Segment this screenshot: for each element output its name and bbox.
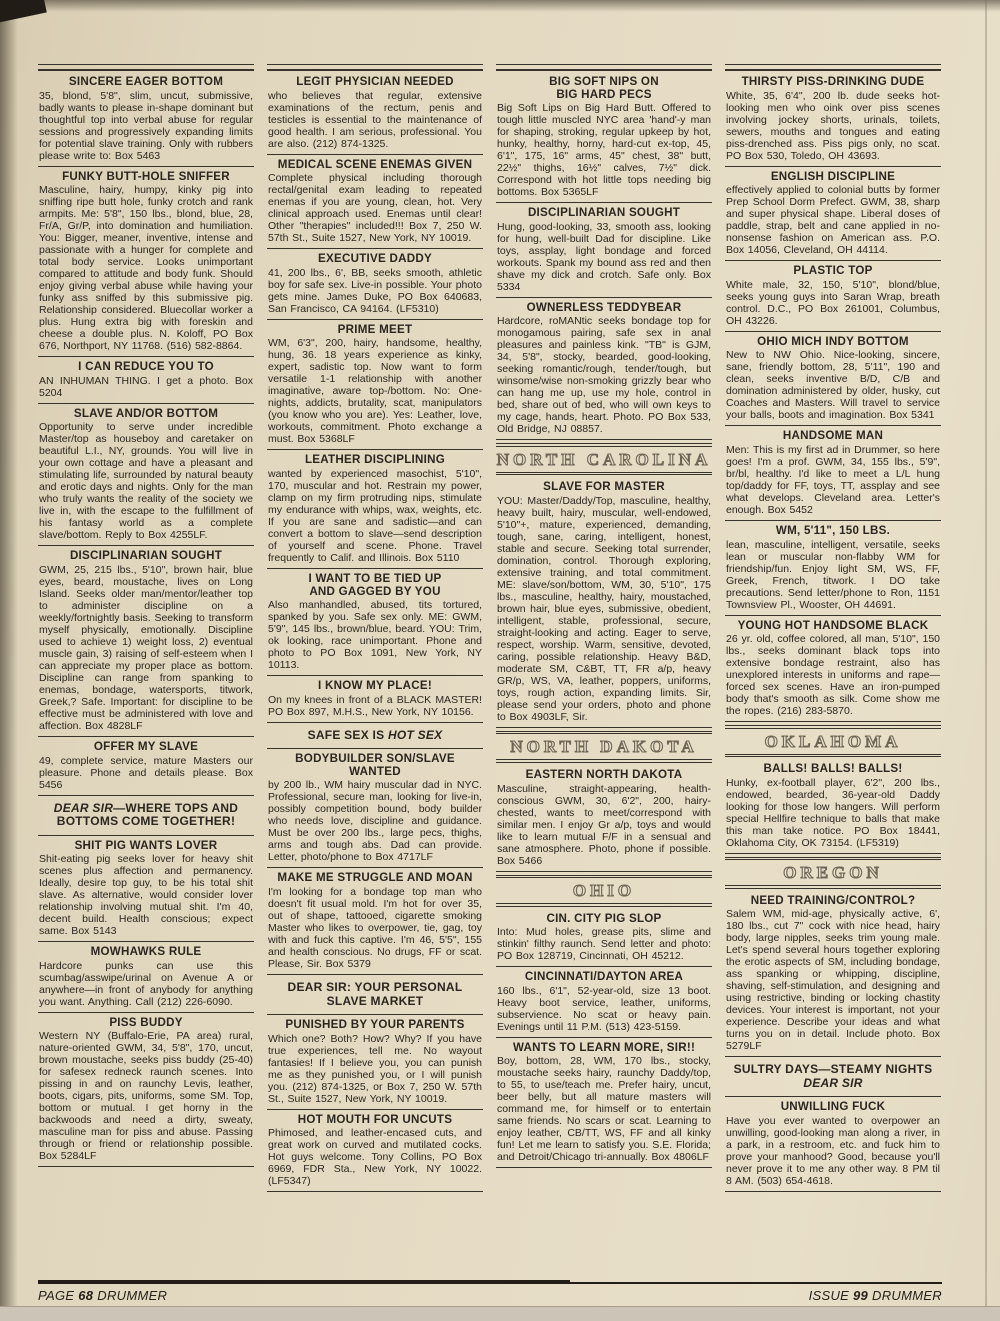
headline-segment: OFFER MY SLAVE (93, 739, 199, 753)
headline-line (726, 763, 940, 776)
headline-line (268, 729, 482, 743)
ad-headline (726, 76, 940, 89)
ad-body: Hardcore punks can use this scumbag/asswipe/urinal on Avenue A or anywhere—in front of anybody for anything you want. Anything. Call (212) 226-6090. (39, 959, 253, 1008)
ad-headline (726, 1063, 940, 1090)
headline-segment: WANTS TO LEARN MORE, SIR!! (512, 1040, 696, 1054)
ad-headline (268, 454, 482, 467)
classified-ad (725, 521, 941, 616)
classified-ad (267, 1015, 483, 1110)
headline-segment: WM, 5'11", 150 LBS. (775, 523, 891, 537)
headline-segment: I WANT TO BE TIED UP (308, 571, 442, 585)
section-banner (267, 975, 483, 1015)
headline-segment: EXECUTIVE DADDY (318, 252, 432, 266)
headline-segment: DEAR SIR: YOUR PERSONAL (287, 980, 463, 995)
headline-segment: LEGIT PHYSICIAN NEEDED (296, 75, 454, 88)
headline-segment: PRIME MEET (337, 322, 413, 336)
ad-body: Have you ever wanted to overpower an unwilling, good-looking man along a river, in a park, in a restroom, etc. and fuck him to prove your manhood? Good, because you'll never prove it to me any other way. 8 PM til 8 AM. (503) 654-4618. (726, 1114, 940, 1187)
headline-segment: WANTED (349, 764, 401, 778)
ad-body: I'm looking for a bondage top man who doesn't fit usual mold. I'm hot for over 35, out of shape, tattooed, cigarette smoking Master who likes to overpower, tie, gag, toy with and fuck this captive. I'm 46, 5'5", 155 and health conscious. No drugs, FF or scat. Please, Sir. Box 5379 (268, 886, 482, 971)
headline-line (268, 981, 482, 995)
state-header-inner (725, 728, 941, 755)
ad-body: wanted by experienced masochist, 5'10", 170, muscular and hot. Restrain my power, clamp on my firm protruding nips, stimulate my endurance with whips, wax, weights, etc. If you are sane and sadistic—and can convert a bottom to slave—send description of yourself and scene. Phone. Travel frequently to Calif. and Illinois. Box 5110 (268, 467, 482, 564)
headline-line (39, 946, 253, 959)
ad-headline (39, 76, 253, 89)
ad-body: Also manhandled, abused, tits tortured, spanked by you. Safe sex only. ME: GWM, 5'9", 145 lbs., brown/blue, beard. YOU: Trim, ok looking, race unimportant. Phone and photo to PO Box 1091, New York, NY 10113. (268, 599, 482, 672)
headline-line (268, 1019, 482, 1032)
ad-headline (39, 802, 253, 829)
headline-line (268, 253, 482, 266)
classified-ad (496, 477, 712, 728)
headline-segment: HANDSOME MAN (782, 429, 884, 443)
state-header-inner (496, 877, 712, 904)
ad-headline (268, 729, 482, 743)
classified-ad (267, 320, 483, 451)
headline-segment: SHIT PIG WANTS LOVER (74, 838, 218, 852)
headline-segment: PLASTIC TOP (793, 264, 873, 278)
headline-segment: OWNERLESS TEDDYBEAR (526, 300, 682, 314)
headline-segment: DISCIPLINARIAN SOUGHT (527, 206, 681, 220)
headline-line (726, 336, 940, 349)
ad-headline (39, 408, 253, 421)
headline-line (726, 1077, 940, 1091)
ad-headline (268, 324, 482, 337)
classified-ad (38, 546, 254, 737)
state-header (725, 725, 941, 757)
column-top-rule (725, 64, 941, 71)
ad-headline (497, 769, 711, 782)
classified-ad (267, 450, 483, 569)
headline-line (497, 89, 711, 102)
ad-headline (39, 946, 253, 959)
headline-segment: SLAVE AND/OR BOTTOM (73, 406, 219, 420)
classified-ad (496, 765, 712, 872)
classified-ad (267, 569, 483, 676)
headline-segment: CIN. CITY PIG SLOP (546, 911, 662, 925)
section-banner (38, 796, 254, 836)
headline-segment: THIRSTY PISS-DRINKING DUDE (741, 75, 925, 88)
ad-headline (497, 913, 711, 926)
headline-line (497, 913, 711, 926)
headline-segment: CINCINNATI/DAYTON AREA (524, 970, 684, 984)
ad-body: 41, 200 lbs., 6', BB, seeks smooth, athletic boy for safe sex. Live-in possible. Your photo gets mine. James Duke, PO Box 640683, San Francisco, CA 94164. (LF5310) (268, 266, 482, 315)
ad-column (267, 64, 483, 1278)
ad-body: AN INHUMAN THING. I get a photo. Box 5204 (39, 374, 253, 399)
ad-headline (39, 840, 253, 853)
ad-body: lean, masculine, intelligent, versatile, seeks lean or muscular non-flabby WM for friendship/fun. Enjoy light SM, WS, FF, Greek, French, titwork. I DO take precautions. Send letter/phone to Ron, 1151 Townsview Pl., Wooster, OH 44691. (726, 538, 940, 611)
footer-rule-right (570, 1282, 942, 1284)
ad-body: On my knees in front of a BLACK MASTER! PO Box 897, M.H.S., New York, NY 10156. (268, 693, 482, 718)
footer-segment: ISSUE (808, 1288, 854, 1303)
headline-segment: MEDICAL SCENE ENEMAS GIVEN (277, 157, 473, 171)
classified-ad (267, 676, 483, 723)
ad-body: Complete physical including thorough rectal/genital exam leading to repeated enemas if you are young, clean, hot. Very clinical approach used. Enemas until clear! Other "therapies" included!!! Box 7, 250 W. 57th St., Suite 1527, New York, NY 10019. (268, 172, 482, 245)
headline-line (39, 76, 253, 89)
ad-headline (268, 76, 482, 89)
headline-line (497, 481, 711, 494)
classified-ad (267, 72, 483, 155)
state-header-label: OKLAHOMA (764, 731, 902, 751)
headline-segment: ENGLISH DISCIPLINE (770, 169, 896, 183)
ad-headline (268, 253, 482, 266)
headline-line (39, 741, 253, 754)
ad-headline (497, 76, 711, 101)
state-header-inner (496, 733, 712, 760)
ad-body: 160 lbs., 6'1", 52-year-old, size 13 boot. Heavy boot service, leather, uniforms, subservience. No scat or heavy pain. Evenings until 11 P.M. (513) 423-5159. (497, 984, 711, 1033)
headline-line (726, 171, 940, 184)
scan-corner-mark (0, 0, 47, 27)
classified-ad (496, 72, 712, 203)
column-top-rule (496, 64, 712, 71)
headline-line (268, 995, 482, 1009)
classified-ad (725, 891, 941, 1058)
ad-column (725, 64, 941, 1278)
column-top-rule (38, 64, 254, 71)
ad-headline (268, 159, 482, 172)
headline-line (268, 680, 482, 693)
ad-headline (39, 361, 253, 374)
headline-segment: PUNISHED BY YOUR PARENTS (285, 1018, 465, 1032)
headline-line (726, 1101, 940, 1114)
headline-segment: YOUNG HOT HANDSOME BLACK (737, 618, 929, 632)
headline-segment: OHIO MICH INDY BOTTOM (757, 334, 909, 348)
headline-line (726, 1063, 940, 1077)
ad-headline (497, 1042, 711, 1055)
state-header-inner (725, 859, 941, 886)
page-footer (38, 1288, 942, 1303)
headline-segment: NEED TRAINING/CONTROL? (750, 893, 916, 907)
classified-ad (496, 203, 712, 298)
headline-line (39, 361, 253, 374)
headline-segment: EASTERN NORTH DAKOTA (525, 767, 683, 781)
headline-segment: BIG HARD PECS (556, 87, 652, 101)
ad-body: New to NW Ohio. Nice-looking, sincere, sane, friendly bottom, 28, 5'11", 190 and clean, seeks inventive B/D, C/B and domination administered by older, husky, cut Coaches and Masters. Will travel to service your balls, boots and imagination. Box 5341 (726, 349, 940, 422)
ad-headline (268, 1114, 482, 1127)
classified-ad (725, 1097, 941, 1192)
ad-headline (268, 1019, 482, 1032)
ad-body: Hunky, ex-football player, 6'2", 200 lbs., endowed, bearded, 36-year-old Daddy looking for those low hangers. Will perform special Hellfire technique to balls that make this man take notice. PO Box 18441, Oklahoma City, OK 73154. (LF5319) (726, 776, 940, 849)
ad-body: 26 yr. old, coffee colored, all man, 5'10", 150 lbs., seeks dominant black tops into extensive bondage restraint, also has unexplored interests in uniforms and rape—forced sex scenes. Have an iron-pumped body that's smooth as silk. Come show me the ropes. (216) 283-5870. (726, 633, 940, 718)
headline-segment: BODYBUILDER SON/SLAVE (295, 752, 455, 766)
classified-ad (725, 261, 941, 332)
ad-headline (39, 550, 253, 563)
ad-body: who believes that regular, extensive examinations of the rectum, penis and testicles is essential to the maintenance of good health. I am serious, professional. You are also. (212) 874-1325. (268, 89, 482, 150)
classified-ad (496, 967, 712, 1038)
classified-ad (725, 426, 941, 521)
headline-segment: DISCIPLINARIAN SOUGHT (69, 549, 223, 563)
headline-segment: I KNOW MY PLACE! (318, 679, 432, 693)
headline-segment: SLAVE FOR MASTER (543, 480, 665, 494)
column-top-rule (267, 64, 483, 71)
headline-segment: SAFE SEX IS (307, 727, 388, 742)
headline-segment: BIG SOFT NIPS ON (549, 75, 659, 88)
ad-body: Hung, good-looking, 33, smooth ass, looking for hung, well-built Dad for discipline. Like toys, assplay, light bondage and forced workouts. Spank my bound ass red and then shave my dick and crotch. Safe only. Box 5334 (497, 220, 711, 293)
footer-segment: DRUMMER (868, 1288, 942, 1303)
headline-line (268, 454, 482, 467)
ad-body: Which one? Both? How? Why? If you have true experiences, tell me. No wayout fantasies! If I believe you, you can punish me as they punished you, or I will punish you. (212) 874-1325, or Box 7, 250 W. 57th St., Suite 1527, New York, NY 10019. (268, 1032, 482, 1105)
headline-line (39, 802, 253, 829)
ad-body: Shit-eating pig seeks lover for heavy shit scenes plus affection and permanency. Ideally, desire top guy, to be his total shit slave. As alternative, would consider lover relationship involving mutual shit. I'm 40, decent build. Health conscious; expect same. Box 5143 (39, 853, 253, 938)
classified-ad (725, 72, 941, 167)
classified-ad (38, 167, 254, 358)
state-header-label: OREGON (783, 863, 883, 883)
ad-body: Boy, bottom, 28, WM, 170 lbs., stocky, moustache seeks hairy, raunchy Daddy/top, to 55, to use/teach me. Prefer hairy, uncut, beer belly, but all mature masters will command me, for himself or to entertain same friends. No scars or scat. Learning to enjoy leather, CB/TT, WS, FF and all kinky fun! Let me learn to satisfy you. S.E. Florida; and Detroit/Chicago tri-annually. Box 4806LF (497, 1055, 711, 1164)
ad-headline (39, 171, 253, 184)
headline-segment: AND GAGGED BY YOU (309, 584, 441, 598)
headline-segment: UNWILLING FUCK (780, 1100, 886, 1114)
footer-issue-label (809, 1288, 942, 1303)
ad-column (496, 64, 712, 1278)
page-edge-crease (985, 0, 987, 1307)
headline-segment: SLAVE MARKET (326, 993, 424, 1008)
classified-ad (38, 404, 254, 547)
headline-segment: LEATHER DISCIPLINING (304, 453, 446, 467)
headline-line (497, 769, 711, 782)
ad-body: 49, complete service, mature Masters our pleasure. Phone and details please. Box 5456 (39, 754, 253, 791)
headline-segment: SINCERE EAGER BOTTOM (68, 75, 224, 88)
headline-line (726, 76, 940, 89)
footer-rule-left (38, 1280, 570, 1284)
ad-headline (268, 872, 482, 885)
ad-body: GWM, 25, 215 lbs., 5'10", brown hair, blue eyes, beard, moustache, lives on Long Island. Seeks older man/mentor/leather top to administer discipline on a weekly/fortnightly basis. Seeking to transform myself physically, emotionally. Discipline used to achieve 1) weight loss, 2) eventual muscle gain, 3) raising of self-esteem when I can appreciate my proper place as bottom. Discipline can range from spanking to enemas, bondage, watersports, titwork, Greek,? Safe. Important: for discipline to be effective must be administered with love and affection. Box 4828LF (39, 563, 253, 732)
state-header (496, 731, 712, 763)
ad-headline (497, 207, 711, 220)
headline-segment: MOWHAWKS RULE (90, 945, 202, 959)
headline-line (268, 872, 482, 885)
classified-ad (725, 759, 941, 854)
headline-line (268, 324, 482, 337)
classified-ad (38, 942, 254, 1013)
headline-line (497, 1042, 711, 1055)
headline-line (726, 525, 940, 538)
headline-segment: FUNKY BUTT-HOLE SNIFFER (62, 169, 230, 183)
state-header (496, 875, 712, 907)
ad-headline (726, 336, 940, 349)
classified-ad (267, 749, 483, 868)
ad-headline (39, 741, 253, 754)
headline-segment: PISS BUDDY (109, 1015, 183, 1029)
ad-body: Into: Mud holes, grease pits, slime and stinkin' filthy raunch. Send letter and photo: PO Box 128719, Cincinnati, OH 45212. (497, 926, 711, 963)
ad-headline (268, 753, 482, 778)
footer-segment: PAGE (38, 1288, 79, 1303)
ad-headline (726, 171, 940, 184)
page-edge-bottom (0, 1306, 1000, 1321)
ad-headline (726, 895, 940, 908)
classified-ad (38, 836, 254, 943)
ad-body: WM, 6'3", 200, hairy, handsome, healthy, hung, 36. 18 years experience as kinky, expert, sadistic top. Now want to form versatile 1-1 relationship with another imaginative, aware top-/bottom. No: One-nights, addicts, brutality, scat, manipulators (you know who you are). Yes: Leather, love, workouts, commitment. Photo exchange a must. Box 5368LF (268, 337, 482, 446)
ad-headline (497, 302, 711, 315)
page-edge-top (0, 0, 1000, 12)
headline-segment: BALLS! BALLS! BALLS! (763, 762, 903, 776)
headline-segment: DEAR SIR (803, 1075, 863, 1090)
footer-segment: 99 (853, 1288, 869, 1303)
section-banner (267, 723, 483, 750)
classified-ad (267, 1110, 483, 1193)
ad-body: effectively applied to colonial butts by former Prep School Dorm Prefect. GWM, 38, sharp and super physical shape. Liberal doses of paddle, strap, belt and cane applied in no-nonsense fashion on American ass. P.O. Box 14056, Cleveland, OH 44114. (726, 184, 940, 257)
classified-ad (38, 72, 254, 167)
headline-line (39, 550, 253, 563)
state-header-label: NORTH CAROLINA (496, 449, 712, 469)
headline-line (497, 971, 711, 984)
ad-body: Men: This is my first ad in Drummer, so here goes! I'm a prof. GWM, 34, 155 lbs., 5'9", br/bl, healthy. I'd like to meet a L/L hung top/daddy for FF, toys, TT, assplay and see what develops. Cleveland area. Letter's enough. Box 5452 (726, 443, 940, 516)
ad-headline (726, 1101, 940, 1114)
classified-ad (267, 868, 483, 975)
headline-line (726, 895, 940, 908)
ad-body: White, 35, 6'4", 200 lb. dude seeks hot-looking men who oink over piss scenes involving jockey shorts, urinals, toilets, sewers, mouths and tongues and eating piss-drenched ass. Piss pigs only, no scat. PO Box 530, Toledo, OH 43693. (726, 89, 940, 162)
ad-headline (726, 430, 940, 443)
page-edge-left (0, 0, 18, 1321)
headline-line (726, 430, 940, 443)
headline-segment: HOT MOUTH FOR UNCUTS (297, 1112, 453, 1126)
ad-body: Big Soft Lips on Big Hard Butt. Offered to tough little muscled NYC area 'hand'-y man for shaping, stroking, regular upkeep by hot, hunky, healthy, horny, hard-cut ex-top, 45, 6'1", 175, 16" arms, 45" chest, 38" butt, 22½" thighs, 16½" calves, 7½" dick. Correspond with hot little tops needing big bottoms. Box 5365LF (497, 102, 711, 199)
ad-headline (497, 971, 711, 984)
headline-line (268, 76, 482, 89)
footer-segment: 68 (78, 1288, 94, 1303)
section-banner (725, 1057, 941, 1097)
headline-line (497, 302, 711, 315)
headline-segment: SULTRY DAYS—STEAMY NIGHTS (733, 1062, 933, 1077)
ad-body: Phimosed, and leather-encased cuts, and great work on curved and mutilated cocks. Hot guys welcome. Tony Collins, PO Box 6969, FDR Sta., New York, NY 10022. (LF5347) (268, 1127, 482, 1188)
headline-line (39, 408, 253, 421)
classified-ad (267, 249, 483, 320)
headline-line (39, 1017, 253, 1030)
headline-segment: MAKE ME STRUGGLE AND MOAN (277, 871, 473, 885)
ad-body: Masculine, hairy, humpy, kinky pig into sniffing ripe butt hole, funky crotch and rank armpits. Me: 5'8", 150 lbs., blond, blue, 28, Fr/A, Gr/P, into domination and humiliation. You: Bigger, meaner, inventive, intense and passionate with a hunger for complete and total body service. Looks unimportant compared to attitude and body funk. Should enjoy giving verbal abuse while having your funky ass sniffed by this submissive pig. Relationship considered. Bluecollar worker a plus. Hung extra big with foreskin and cheese a double plus. N. Koloff, PO Box 676, Northport, NY 11768. (516) 582-8864. (39, 184, 253, 353)
ad-body: White male, 32, 150, 5'10", blond/blue, seeks young guys into Saran Wrap, breath control. D.C., PO Box 261001, Columbus, OH 43226. (726, 278, 940, 327)
classified-ad (38, 737, 254, 796)
ad-body: Masculine, straight-appearing, health-conscious GWM, 30, 6'2", 200, hairy-chested, wants to meet/correspond with similar men. I enjoy Gr a/p, toys and would like to learn mutual F/F in a sensual and sane atmosphere. Photo, phone if possible. Box 5466 (497, 782, 711, 867)
ad-body: Western NY (Buffalo-Erie, PA area) rural, nature-oriented GWM, 34, 5'8", 170, uncut, brown moustache, seeks piss buddy (25-40) for safesex redneck raunch scenes. Into pissing in and on raunchy Levis, leather, boots, cigars, pits, uniforms, some SM. Top, bottom or mutual. I get horny in the backwoods and need a dirty, sweaty, masculine man for piss and abuse. Passing through or friend or relationship possible. Box 5284LF (39, 1030, 253, 1163)
headline-line (268, 586, 482, 599)
headline-line (39, 840, 253, 853)
ad-headline (726, 265, 940, 278)
headline-line (268, 159, 482, 172)
ad-column (38, 64, 254, 1278)
headline-segment: DEAR SIR (53, 800, 114, 815)
ad-body: Salem WM, mid-age, physically active, 6', 180 lbs., cut 7" cock with nice head, hairy body, large nipples, seeks trim young male. Let's spend several hours together exploring the erotic aspects of SM, including bondage, ass spanking or whipping, discipline, shaving, self-stimulation, and designing and using restrictive, binding or locking chastity devices. Your interest is important, not your experience. Describe your ideas and what turns you on in detail. Include photo. Box 5279LF (726, 908, 940, 1053)
headline-line (497, 207, 711, 220)
ad-headline (726, 763, 940, 776)
headline-line (726, 620, 940, 633)
ad-body: 35, blond, 5'8", slim, uncut, submissive, badly wants to please in-shape dominant but thoughtful top into verbal abuse for regular sessions and progressively expanding limits for potential slave training. Only with rubbers please write to: Box 5463 (39, 89, 253, 162)
ad-headline (268, 680, 482, 693)
ad-headline (726, 620, 940, 633)
state-header-label: OHIO (572, 881, 636, 901)
ad-headline (268, 573, 482, 598)
headline-segment: I CAN REDUCE YOU TO (78, 360, 214, 374)
classified-ad (725, 616, 941, 723)
classified-ad (496, 1038, 712, 1169)
classified-ad (496, 909, 712, 968)
classified-ad (38, 357, 254, 404)
state-header-inner (496, 446, 712, 473)
classified-ad (38, 1013, 254, 1168)
ad-body: Opportunity to serve under incredible Master/top as houseboy and caretaker on beautiful L.I., NY, grounds. You will live in your own cottage and have a pleasant and stimulating life, surrounded by natural beauty and erotic days and nights. Only for the man who truly wants the reality of the society we live in, with the escape to the fulfillment of his fantasy world as a complete slave/bottom. Reply to Box 4255LF. (39, 421, 253, 542)
ad-headline (726, 525, 940, 538)
footer-segment: DRUMMER (93, 1288, 168, 1303)
classified-ad (267, 155, 483, 250)
footer-page-label (38, 1288, 167, 1303)
state-header (725, 857, 941, 889)
ad-headline (497, 481, 711, 494)
headline-segment: HOT SEX (387, 727, 443, 742)
ad-headline (39, 1017, 253, 1030)
state-header-label: NORTH DAKOTA (510, 737, 698, 757)
state-header (496, 443, 712, 475)
headline-segment: —WHERE TOPS AND BOTTOMS COME TOGETHER! (56, 800, 239, 829)
ad-headline (268, 981, 482, 1008)
classifieds-grid (38, 64, 941, 1278)
classified-ad (725, 167, 941, 262)
headline-line (268, 766, 482, 779)
ad-body: by 200 lb., WM hairy muscular dad in NYC. Professional, secure man, looking for live-in, possibly competition bound, body builder who needs love, discipline and guidance. Must be over 200 lbs., large pecs, thighs, arms and tough abs. Dad can provide. Letter, photo/phone to Box 4717LF (268, 779, 482, 864)
headline-line (268, 1114, 482, 1127)
ad-body: YOU: Master/Daddy/Top, masculine, healthy, heavy built, hairy, muscular, well-endowed, 5'10"+, mature, experienced, demanding, tough, sane, caring, intelligent, honest, stable and secure. Seeking total surrender, domination, control. Thorough exploring, extensive training, and total commitment. ME: slave/son/bottom, WM, 30, 5'10", 175 lbs., masculine, healthy, hairy, moustached, brown hair, blue eyes, submissive, obedient, intelligent, stable, professional, secure, straight-looking and acting. Eager to serve, respect, worship. Warm, sensitive, devoted, caring, possible relationship. Heavy B&D, moderate SM, C&BT, TT, FR a/p, heavy GR/p, WS, VA, leather, poppers, uniforms, toys, rough action, expanding limits. Sir, please send your orders, photo and phone to Box 4903LF, Sir. (497, 494, 711, 723)
ad-body: Hardcore, roMANtic seeks bondage top for monogamous pairing, safe sex in anal pleasures and painless kink. "TB" is GJM, 34, 5'8", stocky, bearded, good-looking, seeking romantic/rough, tender/tough, but winsome/wise non-smoking grizzly bear who can hang me up, use my hole, control in bed, share out of bed, who will own keys to my cage, hands, heart. Photo. PO Box 533, Old Bridge, NJ 08857. (497, 315, 711, 436)
classified-ad (496, 298, 712, 441)
headline-line (39, 171, 253, 184)
headline-line (726, 265, 940, 278)
classified-ad (725, 332, 941, 427)
